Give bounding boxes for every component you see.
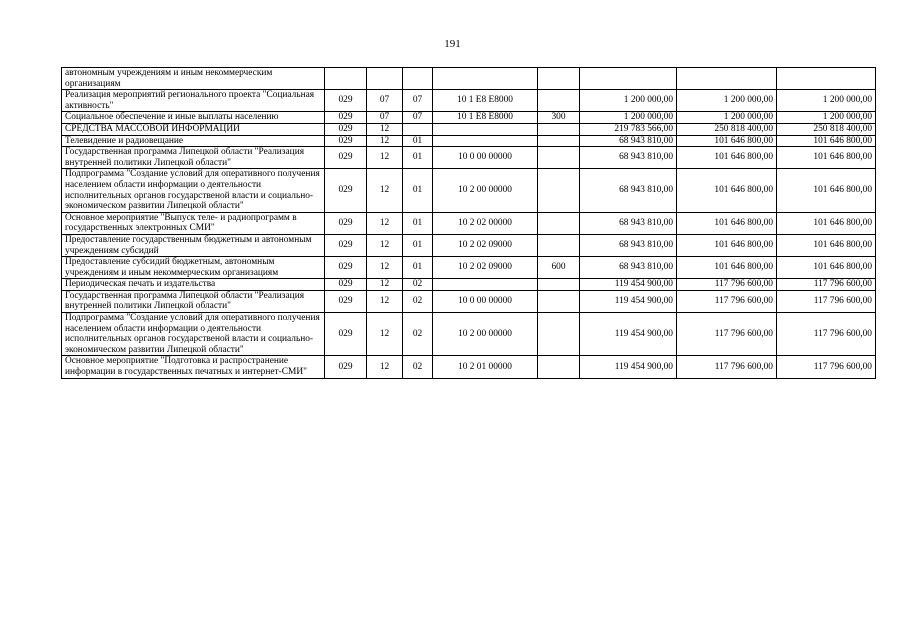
department-code: 029 — [325, 135, 367, 147]
amount-1: 1 200 000,00 — [580, 112, 677, 124]
section-code: 12 — [367, 135, 403, 147]
subsection-code: 02 — [403, 313, 433, 356]
expense-type-code — [538, 147, 580, 169]
amount-3: 101 646 800,00 — [777, 212, 876, 234]
target-article-code: 10 0 00 00000 — [433, 290, 538, 312]
department-code: 029 — [325, 147, 367, 169]
item-name: Предоставление государственным бюджетным и автономным учреждениям субсидий — [62, 234, 325, 256]
table-row — [62, 212, 876, 234]
budget-table — [61, 67, 876, 379]
subsection-code: 02 — [403, 279, 433, 291]
department-code: 029 — [325, 257, 367, 279]
subsection-code: 07 — [403, 112, 433, 124]
target-article-code: 10 1 E8 E8000 — [433, 90, 538, 112]
amount-2 — [677, 68, 777, 90]
section-code: 12 — [367, 290, 403, 312]
amount-2: 117 796 600,00 — [677, 356, 777, 378]
subsection-code: 01 — [403, 212, 433, 234]
section-code: 07 — [367, 112, 403, 124]
expense-type-code — [538, 212, 580, 234]
expense-type-code: 600 — [538, 257, 580, 279]
table-row — [62, 279, 876, 291]
table-row — [62, 147, 876, 169]
target-article-code: 10 2 01 00000 — [433, 356, 538, 378]
department-code: 029 — [325, 279, 367, 291]
subsection-code — [403, 123, 433, 135]
budget-table-body — [62, 68, 876, 379]
table-row — [62, 169, 876, 212]
amount-1: 68 943 810,00 — [580, 147, 677, 169]
expense-type-code — [538, 234, 580, 256]
section-code: 12 — [367, 234, 403, 256]
expense-type-code — [538, 90, 580, 112]
amount-1: 119 454 900,00 — [580, 356, 677, 378]
expense-type-code — [538, 68, 580, 90]
target-article-code: 10 2 00 00000 — [433, 169, 538, 212]
amount-2: 1 200 000,00 — [677, 90, 777, 112]
subsection-code: 01 — [403, 169, 433, 212]
target-article-code: 10 1 E8 E8000 — [433, 112, 538, 124]
target-article-code — [433, 279, 538, 291]
table-row — [62, 123, 876, 135]
section-code: 12 — [367, 279, 403, 291]
subsection-code — [403, 68, 433, 90]
subsection-code: 07 — [403, 90, 433, 112]
section-code: 12 — [367, 212, 403, 234]
subsection-code: 01 — [403, 147, 433, 169]
expense-type-code — [538, 135, 580, 147]
expense-type-code — [538, 313, 580, 356]
subsection-code: 02 — [403, 356, 433, 378]
amount-1: 1 200 000,00 — [580, 90, 677, 112]
item-name: Телевидение и радиовещание — [62, 135, 325, 147]
amount-3: 117 796 600,00 — [777, 279, 876, 291]
table-row — [62, 90, 876, 112]
department-code: 029 — [325, 212, 367, 234]
item-name: Государственная программа Липецкой области "Реализация внутренней политики Липецкой области" — [62, 147, 325, 169]
table-row — [62, 356, 876, 378]
item-name: Реализация мероприятий регионального проекта "Социальная активность" — [62, 90, 325, 112]
amount-1: 119 454 900,00 — [580, 279, 677, 291]
expense-type-code: 300 — [538, 112, 580, 124]
target-article-code — [433, 135, 538, 147]
amount-3: 117 796 600,00 — [777, 290, 876, 312]
table-row — [62, 112, 876, 124]
subsection-code: 01 — [403, 234, 433, 256]
amount-3: 101 646 800,00 — [777, 135, 876, 147]
amount-3: 101 646 800,00 — [777, 147, 876, 169]
amount-1: 68 943 810,00 — [580, 234, 677, 256]
amount-3: 1 200 000,00 — [777, 90, 876, 112]
amount-2: 250 818 400,00 — [677, 123, 777, 135]
amount-1 — [580, 68, 677, 90]
target-article-code — [433, 68, 538, 90]
item-name: Государственная программа Липецкой области "Реализация внутренней политики Липецкой области" — [62, 290, 325, 312]
amount-3: 117 796 600,00 — [777, 356, 876, 378]
subsection-code: 02 — [403, 290, 433, 312]
subsection-code: 01 — [403, 135, 433, 147]
amount-3: 117 796 600,00 — [777, 313, 876, 356]
amount-1: 68 943 810,00 — [580, 135, 677, 147]
amount-3: 101 646 800,00 — [777, 257, 876, 279]
section-code: 12 — [367, 257, 403, 279]
table-row — [62, 313, 876, 356]
table-row — [62, 234, 876, 256]
section-code — [367, 68, 403, 90]
amount-3: 101 646 800,00 — [777, 234, 876, 256]
department-code: 029 — [325, 234, 367, 256]
section-code: 12 — [367, 147, 403, 169]
section-code: 07 — [367, 90, 403, 112]
table-row — [62, 68, 876, 90]
item-name: автономным учреждениям и иным некоммерческим организациям — [62, 68, 325, 90]
table-row — [62, 290, 876, 312]
section-code: 12 — [367, 356, 403, 378]
expense-type-code — [538, 290, 580, 312]
amount-1: 119 454 900,00 — [580, 290, 677, 312]
department-code: 029 — [325, 356, 367, 378]
target-article-code: 10 0 00 00000 — [433, 147, 538, 169]
expense-type-code — [538, 123, 580, 135]
amount-3: 1 200 000,00 — [777, 112, 876, 124]
department-code: 029 — [325, 123, 367, 135]
amount-1: 119 454 900,00 — [580, 313, 677, 356]
amount-2: 117 796 600,00 — [677, 279, 777, 291]
amount-3 — [777, 68, 876, 90]
target-article-code — [433, 123, 538, 135]
amount-2: 101 646 800,00 — [677, 135, 777, 147]
table-row — [62, 257, 876, 279]
amount-1: 219 783 566,00 — [580, 123, 677, 135]
expense-type-code — [538, 279, 580, 291]
item-name: Основное мероприятие "Выпуск теле- и радиопрограмм в государственных электронных СМИ" — [62, 212, 325, 234]
amount-1: 68 943 810,00 — [580, 212, 677, 234]
department-code: 029 — [325, 112, 367, 124]
section-code: 12 — [367, 313, 403, 356]
department-code: 029 — [325, 169, 367, 212]
expense-type-code — [538, 169, 580, 212]
table-row — [62, 135, 876, 147]
department-code: 029 — [325, 313, 367, 356]
target-article-code: 10 2 02 00000 — [433, 212, 538, 234]
department-code — [325, 68, 367, 90]
page-number: 191 — [444, 38, 461, 50]
department-code: 029 — [325, 90, 367, 112]
amount-1: 68 943 810,00 — [580, 257, 677, 279]
target-article-code: 10 2 02 09000 — [433, 257, 538, 279]
target-article-code: 10 2 00 00000 — [433, 313, 538, 356]
item-name: Социальное обеспечение и иные выплаты населению — [62, 112, 325, 124]
amount-2: 101 646 800,00 — [677, 169, 777, 212]
amount-3: 250 818 400,00 — [777, 123, 876, 135]
section-code: 12 — [367, 123, 403, 135]
item-name: Основное мероприятие "Подготовка и распространение информации в государственных печатных и интернет-СМИ" — [62, 356, 325, 378]
amount-1: 68 943 810,00 — [580, 169, 677, 212]
amount-2: 101 646 800,00 — [677, 212, 777, 234]
target-article-code: 10 2 02 09000 — [433, 234, 538, 256]
expense-type-code — [538, 356, 580, 378]
department-code: 029 — [325, 290, 367, 312]
amount-2: 101 646 800,00 — [677, 147, 777, 169]
section-code: 12 — [367, 169, 403, 212]
amount-2: 101 646 800,00 — [677, 257, 777, 279]
amount-2: 117 796 600,00 — [677, 313, 777, 356]
item-name: Подпрограмма "Создание условий для оперативного получения населением области информации о деятельности исполнительных органов государственой власти и социально-экономическом развитии Липецкой области" — [62, 169, 325, 212]
item-name: Предоставление субсидий бюджетным, автономным учреждениям и иным некоммерческим организациям — [62, 257, 325, 279]
subsection-code: 01 — [403, 257, 433, 279]
amount-2: 117 796 600,00 — [677, 290, 777, 312]
item-name: Подпрограмма "Создание условий для оперативного получения населением области информации о деятельности исполнительных органов государственой власти и социально-экономическом развитии Липецкой области" — [62, 313, 325, 356]
amount-2: 1 200 000,00 — [677, 112, 777, 124]
item-name: Периодическая печать и издательства — [62, 279, 325, 291]
item-name: СРЕДСТВА МАССОВОЙ ИНФОРМАЦИИ — [62, 123, 325, 135]
amount-2: 101 646 800,00 — [677, 234, 777, 256]
amount-3: 101 646 800,00 — [777, 169, 876, 212]
